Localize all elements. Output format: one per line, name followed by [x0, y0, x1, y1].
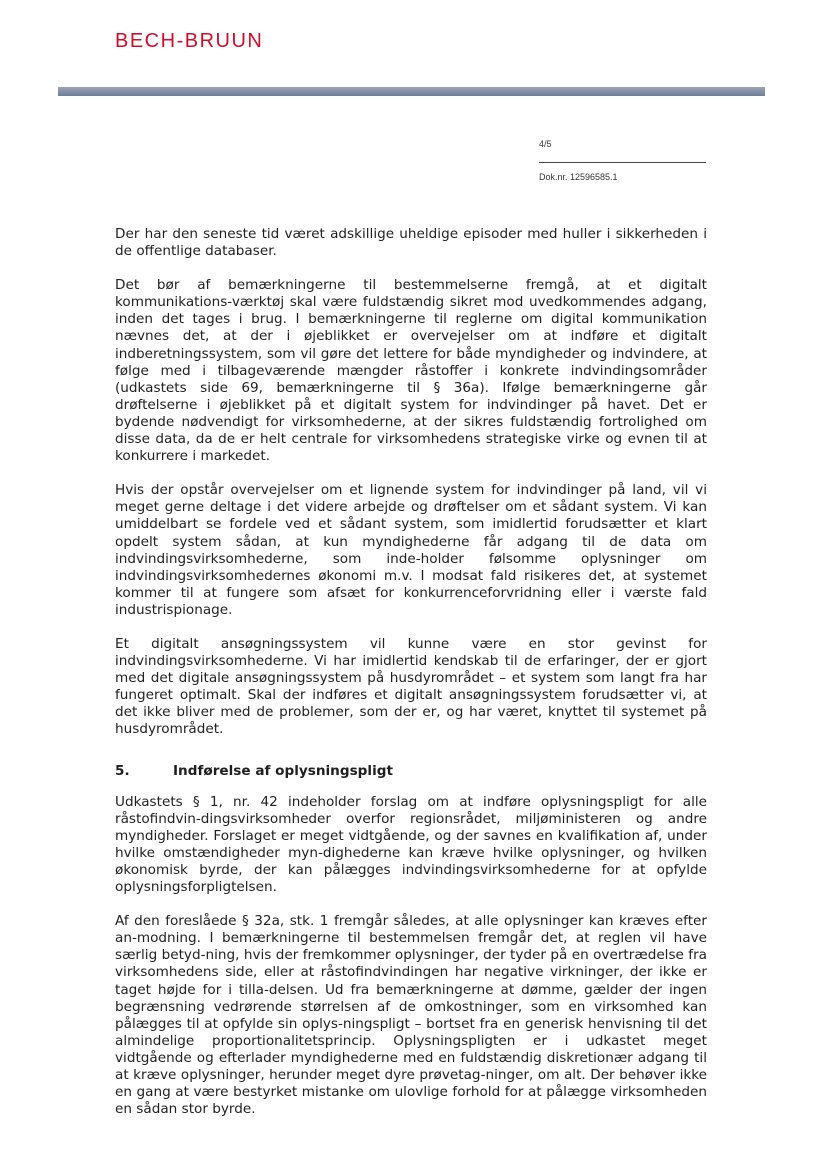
- paragraph: Af den foreslåede § 32a, stk. 1 fremgår således, at alle oplysninger kan kræves efter an-modning. I bemærkningerne til bestemmelsen fremgår det, at reglen vil have særlig betyd-ning, hvis der fremkommer oplysninger, der tyder på en overtrædelse fra virksomhedens side, eller at råstofindvindingen har negative virkninger, der ikke er taget højde for i tilla-delsen. Ud fra bemærkningerne at dømme, gælder der ingen begrænsning vedrørende størrelsen af de omkostninger, som en virksomhed kan pålægges til at opfylde sin oplys-ningspligt – bortset fra en generisk henvisning til det almindelige proportionalitetsprincip. Oplysningspligten er i udkastet meget vidtgående og efterlader myndighederne med en fuldstændig diskretionær adgang til at kræve oplysninger, herunder meget dyre prøvetag-ninger, om alt. Der behøver ikke en gang at være bestyrket mistanke om ulovlige forhold for at pålægge virksomheden en sådan stor byrde.: [115, 913, 707, 1118]
- paragraph: Hvis der opstår overvejelser om et lignende system for indvindinger på land, vil vi meget gerne deltage i det videre arbejde og drøftelser om et sådant system. Vi kan umiddelbart se fordele ved et sådant system, som imidlertid forudsætter et klart opdelt system sådan, at kun myndighederne får adgang til de data om indvindingsvirksomhederne, som inde-holder følsomme oplysninger om indvindingsvirksomhedernes økonomi m.v. I modsat fald risikeres det, at systemet kommer til at fungere som afsæt for konkurrenceforvridning eller i værste fald industrispionage.: [115, 482, 707, 618]
- paragraph: Udkastets § 1, nr. 42 indeholder forslag om at indføre oplysningspligt for alle råstofindvin-dingsvirksomheder overfor regionsrådet, miljøministeren og andre myndigheder. Forslaget er meget vidtgående, og der savnes en kvalifikation af, under hvilke omstændigheder myn-dighederne kan kræve hvilke oplysninger, og hvilken økonomisk byrde, der kan pålægges indvindingsvirksomhederne for at opfylde oplysningsforpligtelsen.: [115, 793, 707, 896]
- paragraph: Det bør af bemærkningerne til bestemmelserne fremgå, at et digitalt kommunikations-værktøj skal være fuldstændig sikret mod uvedkommendes adgang, inden det tages i brug. I bemærkningerne til reglerne om digital kommunikation nævnes det, at der i øjeblikket er overvejelser om at indføre et digitalt indberetningssystem, som vil gøre det lettere for både myndigheder og indvindere, at følge med i tilbageværende mængder råstoffer i konkrete indvindingsområder (udkastets side 69, bemærkningerne til § 36a). Ifølge bemærkningerne går drøftelserne i øjeblikket på et digitalt system for indvindinger på havet. Det er bydende nødvendigt for virksomhederne, at der sikres fuldstændig fortrolighed om disse data, da de er helt centrale for virksomhedens strategiske virke og evnen til at konkurrere i markedet.: [115, 277, 707, 465]
- document-meta: [539, 139, 706, 182]
- section-number: 5.: [115, 762, 130, 779]
- paragraph: Et digitalt ansøgningssystem vil kunne være en stor gevinst for indvindingsvirksomhederne. Vi har imidlertid kendskab til de erfaringer, der er gjort med det digitale ansøgningssystem på husdyrområdet – et system som langt fra har fungeret optimalt. Skal der indføres et digitalt ansøgningssystem forudsætter vi, at det ikke bliver med de problemer, som der er, og har været, knyttet til systemet på husdyrområdet.: [115, 635, 707, 738]
- document-body: [115, 226, 707, 1135]
- section-title: Indførelse af oplysningspligt: [173, 762, 393, 779]
- meta-divider: [539, 162, 706, 163]
- document-number: Dok.nr. 12596585.1: [539, 172, 618, 182]
- company-logo: BECH-BRUUN: [115, 30, 264, 52]
- page-number: 4/5: [539, 139, 552, 149]
- section-heading: [115, 763, 707, 780]
- header-bar: [58, 87, 765, 96]
- paragraph: Der har den seneste tid været adskillige uheldige episoder med huller i sikkerheden i de offentlige databaser.: [115, 226, 707, 260]
